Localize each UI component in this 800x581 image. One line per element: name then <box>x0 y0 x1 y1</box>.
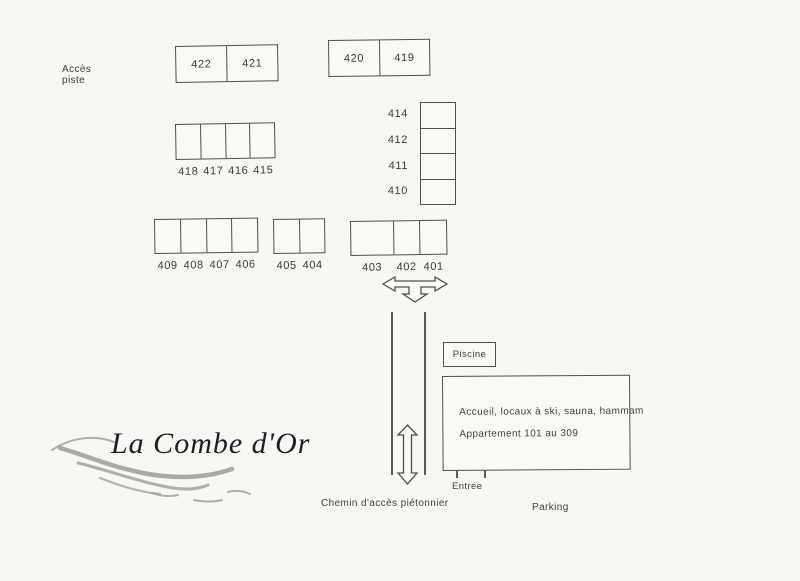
chemin-pietonnier-label: Chemin d'accès piétonnier <box>321 498 449 509</box>
unit-414-label: 414 <box>387 108 408 120</box>
piscine-box <box>443 342 496 367</box>
unit-416 <box>226 124 251 158</box>
unit-416-label: 416 <box>228 164 249 178</box>
building-block-404-405 <box>273 218 325 272</box>
unit-417 <box>201 124 226 158</box>
building-block-406-409 <box>154 218 258 272</box>
logo-la-combe-dor: La Combe d'Or <box>111 427 311 460</box>
unit-410 <box>421 180 455 205</box>
unit-402 <box>394 221 420 254</box>
unit-419: 419 <box>394 51 415 64</box>
unit-415 <box>250 123 274 157</box>
unit-411-label: 411 <box>388 160 408 172</box>
unit-403-label: 403 <box>361 261 383 274</box>
unit-409-label: 409 <box>157 259 178 272</box>
vertical-double-arrow-icon <box>397 424 418 485</box>
unit-420: 420 <box>329 40 380 76</box>
piscine-label: Piscine <box>452 349 487 360</box>
unit-408 <box>181 219 207 252</box>
building-block-415-418 <box>175 122 276 178</box>
unit-403 <box>351 221 394 255</box>
building-block-422-421 <box>175 44 279 83</box>
unit-415-label: 415 <box>253 164 274 177</box>
unit-414 <box>421 103 455 129</box>
building-block-410-414 <box>387 102 456 205</box>
main-building-box <box>442 375 644 471</box>
entree-label: Entrée <box>452 481 483 492</box>
unit-421: 421 <box>242 56 263 70</box>
acces-piste-label: Accès piste <box>62 64 92 86</box>
unit-407-label: 407 <box>209 258 230 272</box>
unit-409 <box>155 220 181 253</box>
unit-405 <box>274 220 300 253</box>
unit-401 <box>420 221 446 254</box>
building-services-label: Accueil, locaux à ski, sauna, hammam <box>459 405 644 418</box>
unit-406-label: 406 <box>235 258 256 271</box>
unit-405-label: 405 <box>276 259 297 272</box>
unit-417-label: 417 <box>203 165 224 178</box>
unit-412-label: 412 <box>387 134 408 146</box>
building-apartments-label: Appartement 101 au 309 <box>459 428 579 440</box>
unit-402-label: 402 <box>396 261 417 274</box>
parking-label: Parking <box>532 502 569 513</box>
unit-422: 422 <box>176 46 228 82</box>
entrance-tick-left <box>456 470 458 478</box>
unit-418-label: 418 <box>178 165 199 178</box>
unit-412 <box>421 129 455 155</box>
unit-410-label: 410 <box>387 185 408 197</box>
unit-406 <box>232 219 257 252</box>
path-right-line <box>424 312 426 475</box>
building-block-401-403 <box>350 220 447 274</box>
unit-408-label: 408 <box>183 259 204 272</box>
unit-404-label: 404 <box>302 259 323 272</box>
unit-418 <box>176 125 201 159</box>
unit-411 <box>421 154 455 180</box>
path-left-line <box>391 312 393 475</box>
unit-401-label: 401 <box>423 260 444 273</box>
three-way-arrow-icon <box>382 276 448 303</box>
entrance-tick-right <box>484 470 486 478</box>
unit-404 <box>300 219 325 252</box>
building-block-420-419 <box>328 39 430 77</box>
unit-407 <box>207 219 233 252</box>
